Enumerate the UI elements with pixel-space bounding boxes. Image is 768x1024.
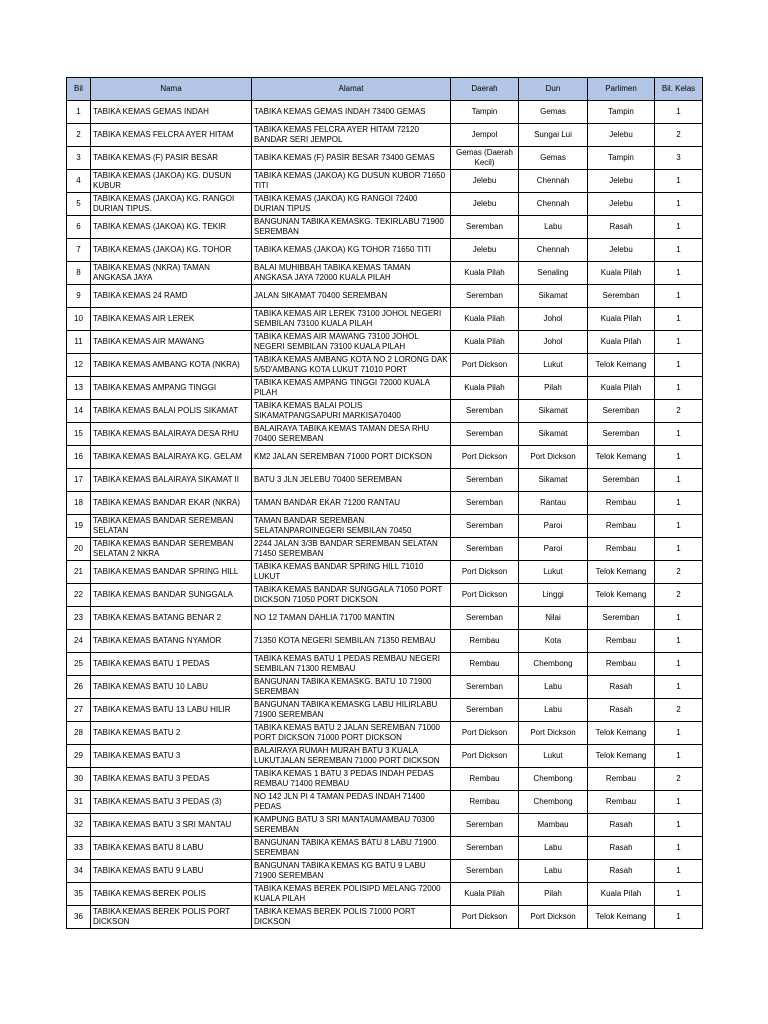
table-row (67, 170, 703, 193)
cell-parlimen: Rembau (588, 653, 655, 676)
cell-daerah: Seremban (451, 699, 519, 722)
cell-alamat: TABIKA KEMAS (JAKOA) KG DUSUN KUBOR 71650 TITI (252, 170, 451, 193)
cell-bil-kelas: 3 (655, 147, 703, 170)
cell-bil: 24 (67, 630, 91, 653)
table-row (67, 906, 703, 929)
cell-dun: Chembong (519, 653, 588, 676)
cell-bil: 1 (67, 101, 91, 124)
cell-bil-kelas: 1 (655, 607, 703, 630)
cell-nama: TABIKA KEMAS (JAKOA) KG. DUSUN KUBUR (91, 170, 252, 193)
cell-daerah: Jelebu (451, 239, 519, 262)
cell-parlimen: Rasah (588, 837, 655, 860)
cell-alamat: TABIKA KEMAS (JAKOA) KG TOHOR 71650 TITI (252, 239, 451, 262)
cell-parlimen: Kuala Pilah (588, 331, 655, 354)
cell-nama: TABIKA KEMAS BATU 3 (91, 745, 252, 768)
cell-dun: Chembong (519, 791, 588, 814)
cell-bil-kelas: 1 (655, 216, 703, 239)
cell-bil-kelas: 1 (655, 722, 703, 745)
cell-dun: Paroi (519, 538, 588, 561)
table-row (67, 469, 703, 492)
cell-parlimen: Telok Kemang (588, 584, 655, 607)
cell-alamat: TABIKA KEMAS BALAI POLIS SIKAMATPANGSAPURI MARKISA70400 (252, 400, 451, 423)
cell-alamat: TAMAN BANDAR SEREMBAN SELATANPAROINEGERI SEMBILAN 70450 (252, 515, 451, 538)
cell-parlimen: Kuala Pilah (588, 308, 655, 331)
cell-bil: 34 (67, 860, 91, 883)
table-row (67, 492, 703, 515)
cell-dun: Gemas (519, 101, 588, 124)
cell-nama: TABIKA KEMAS (NKRA) TAMAN ANGKASA JAYA (91, 262, 252, 285)
cell-nama: TABIKA KEMAS AIR MAWANG (91, 331, 252, 354)
cell-nama: TABIKA KEMAS BATANG BENAR 2 (91, 607, 252, 630)
cell-bil-kelas: 1 (655, 101, 703, 124)
table-row (67, 101, 703, 124)
cell-bil: 36 (67, 906, 91, 929)
cell-nama: TABIKA KEMAS BANDAR SPRING HILL (91, 561, 252, 584)
cell-bil: 22 (67, 584, 91, 607)
cell-daerah: Seremban (451, 216, 519, 239)
cell-parlimen: Rembau (588, 630, 655, 653)
cell-bil-kelas: 1 (655, 906, 703, 929)
cell-bil-kelas: 2 (655, 561, 703, 584)
table-row (67, 584, 703, 607)
header-row (67, 78, 703, 101)
cell-parlimen: Rembau (588, 768, 655, 791)
cell-bil-kelas: 1 (655, 446, 703, 469)
table-row (67, 446, 703, 469)
cell-parlimen: Telok Kemang (588, 561, 655, 584)
cell-alamat: TABIKA KEMAS AIR MAWANG 73100 JOHOL NEGERI SEMBILAN 73100 KUALA PILAH (252, 331, 451, 354)
cell-alamat: TABIKA KEMAS AIR LEREK 73100 JOHOL NEGERI SEMBILAN 73100 KUALA PILAH (252, 308, 451, 331)
table-row (67, 193, 703, 216)
table-row (67, 653, 703, 676)
cell-daerah: Seremban (451, 285, 519, 308)
cell-parlimen: Telok Kemang (588, 354, 655, 377)
cell-parlimen: Rembau (588, 492, 655, 515)
cell-nama: TABIKA KEMAS BATU 2 (91, 722, 252, 745)
cell-nama: TABIKA KEMAS BALAIRAYA KG. GELAM (91, 446, 252, 469)
header-dun: Dun (519, 78, 588, 101)
cell-bil: 14 (67, 400, 91, 423)
cell-bil: 7 (67, 239, 91, 262)
cell-daerah: Seremban (451, 837, 519, 860)
table-row (67, 538, 703, 561)
cell-bil: 18 (67, 492, 91, 515)
cell-parlimen: Seremban (588, 285, 655, 308)
cell-bil: 2 (67, 124, 91, 147)
cell-bil: 8 (67, 262, 91, 285)
cell-dun: Labu (519, 676, 588, 699)
cell-bil-kelas: 1 (655, 239, 703, 262)
table-row (67, 423, 703, 446)
cell-dun: Chennah (519, 170, 588, 193)
cell-bil: 9 (67, 285, 91, 308)
cell-bil-kelas: 1 (655, 653, 703, 676)
cell-bil: 35 (67, 883, 91, 906)
cell-alamat: TABIKA KEMAS (JAKOA) KG RANGOI 72400 DURIAN TIPUS (252, 193, 451, 216)
cell-bil-kelas: 1 (655, 814, 703, 837)
cell-dun: Kota (519, 630, 588, 653)
cell-dun: Senaling (519, 262, 588, 285)
cell-nama: TABIKA KEMAS BATU 9 LABU (91, 860, 252, 883)
table-row (67, 331, 703, 354)
cell-parlimen: Rasah (588, 676, 655, 699)
table-row (67, 630, 703, 653)
table-row (67, 147, 703, 170)
table-row (67, 262, 703, 285)
header-bil-kelas: Bil. Kelas (655, 78, 703, 101)
cell-bil: 26 (67, 676, 91, 699)
cell-daerah: Seremban (451, 860, 519, 883)
cell-daerah: Port Dickson (451, 446, 519, 469)
cell-nama: TABIKA KEMAS BALAI POLIS SIKAMAT (91, 400, 252, 423)
cell-nama: TABIKA KEMAS (JAKOA) KG. TEKIR (91, 216, 252, 239)
cell-bil: 23 (67, 607, 91, 630)
cell-bil: 12 (67, 354, 91, 377)
table-row (67, 791, 703, 814)
cell-alamat: 71350 KOTA NEGERI SEMBILAN 71350 REMBAU (252, 630, 451, 653)
table-row (67, 607, 703, 630)
cell-dun: Paroi (519, 515, 588, 538)
cell-bil-kelas: 1 (655, 837, 703, 860)
cell-bil-kelas: 1 (655, 193, 703, 216)
cell-bil-kelas: 1 (655, 676, 703, 699)
cell-parlimen: Kuala Pilah (588, 883, 655, 906)
cell-nama: TABIKA KEMAS AMBANG KOTA (NKRA) (91, 354, 252, 377)
cell-bil-kelas: 2 (655, 768, 703, 791)
cell-daerah: Port Dickson (451, 906, 519, 929)
cell-parlimen: Rasah (588, 860, 655, 883)
cell-nama: TABIKA KEMAS 24 RAMD (91, 285, 252, 308)
cell-alamat: NO 12 TAMAN DAHLIA 71700 MANTIN (252, 607, 451, 630)
table-row (67, 285, 703, 308)
cell-bil-kelas: 2 (655, 124, 703, 147)
cell-parlimen: Tampin (588, 101, 655, 124)
cell-bil-kelas: 2 (655, 584, 703, 607)
cell-daerah: Kuala Pilah (451, 377, 519, 400)
cell-bil: 19 (67, 515, 91, 538)
cell-bil: 20 (67, 538, 91, 561)
cell-alamat: BANGUNAN TABIKA KEMAS KG BATU 9 LABU 71900 SEREMBAN (252, 860, 451, 883)
cell-nama: TABIKA KEMAS BATANG NYAMOR (91, 630, 252, 653)
cell-bil-kelas: 1 (655, 354, 703, 377)
cell-parlimen: Telok Kemang (588, 722, 655, 745)
cell-nama: TABIKA KEMAS BATU 3 SRI MANTAU (91, 814, 252, 837)
cell-dun: Port Dickson (519, 446, 588, 469)
cell-parlimen: Kuala Pilah (588, 262, 655, 285)
cell-parlimen: Seremban (588, 469, 655, 492)
cell-nama: TABIKA KEMAS BATU 10 LABU (91, 676, 252, 699)
cell-daerah: Rembau (451, 768, 519, 791)
cell-dun: Chembong (519, 768, 588, 791)
cell-bil: 30 (67, 768, 91, 791)
cell-alamat: TABIKA KEMAS BEREK POLISIPD MELANG 72000 KUALA PILAH (252, 883, 451, 906)
cell-alamat: TABIKA KEMAS AMPANG TINGGI 72000 KUALA PILAH (252, 377, 451, 400)
cell-dun: Rantau (519, 492, 588, 515)
cell-daerah: Seremban (451, 814, 519, 837)
cell-bil: 21 (67, 561, 91, 584)
cell-daerah: Tampin (451, 101, 519, 124)
cell-parlimen: Jelebu (588, 124, 655, 147)
cell-daerah: Jelebu (451, 193, 519, 216)
cell-bil-kelas: 1 (655, 883, 703, 906)
cell-alamat: TABIKA KEMAS BATU 2 JALAN SEREMBAN 71000 PORT DICKSON 71000 PORT DICKSON (252, 722, 451, 745)
cell-dun: Chennah (519, 193, 588, 216)
cell-bil-kelas: 2 (655, 699, 703, 722)
cell-dun: Sikamat (519, 285, 588, 308)
cell-bil: 15 (67, 423, 91, 446)
cell-alamat: BANGUNAN TABIKA KEMASKG. BATU 10 71900 SEREMBAN (252, 676, 451, 699)
cell-bil: 31 (67, 791, 91, 814)
cell-dun: Sikamat (519, 423, 588, 446)
table-row (67, 722, 703, 745)
cell-daerah: Port Dickson (451, 561, 519, 584)
cell-bil: 5 (67, 193, 91, 216)
cell-alamat: BANGUNAN TABIKA KEMASKG LABU HILIRLABU 71900 SEREMBAN (252, 699, 451, 722)
cell-bil: 32 (67, 814, 91, 837)
cell-bil-kelas: 1 (655, 423, 703, 446)
cell-nama: TABIKA KEMAS BANDAR SUNGGALA (91, 584, 252, 607)
cell-parlimen: Rembau (588, 791, 655, 814)
cell-daerah: Rembau (451, 630, 519, 653)
cell-bil-kelas: 1 (655, 630, 703, 653)
header-nama: Nama (91, 78, 252, 101)
cell-bil-kelas: 1 (655, 377, 703, 400)
cell-dun: Labu (519, 216, 588, 239)
cell-parlimen: Tampin (588, 147, 655, 170)
cell-parlimen: Telok Kemang (588, 446, 655, 469)
cell-nama: TABIKA KEMAS BEREK POLIS (91, 883, 252, 906)
cell-nama: TABIKA KEMAS AIR LEREK (91, 308, 252, 331)
cell-alamat: TABIKA KEMAS BANDAR SPRING HILL 71010 LUKUT (252, 561, 451, 584)
table-row (67, 745, 703, 768)
cell-alamat: TABIKA KEMAS (F) PASIR BESAR 73400 GEMAS (252, 147, 451, 170)
cell-daerah: Kuala Pilah (451, 308, 519, 331)
cell-bil-kelas: 1 (655, 860, 703, 883)
cell-bil-kelas: 1 (655, 745, 703, 768)
table-row (67, 561, 703, 584)
cell-bil-kelas: 1 (655, 262, 703, 285)
cell-daerah: Seremban (451, 400, 519, 423)
cell-dun: Lukut (519, 745, 588, 768)
cell-bil: 33 (67, 837, 91, 860)
cell-alamat: KAMPUNG BATU 3 SRI MANTAUMAMBAU 70300 SEREMBAN (252, 814, 451, 837)
cell-bil-kelas: 1 (655, 170, 703, 193)
cell-nama: TABIKA KEMAS (JAKOA) KG. RANGOI DURIAN TIPUS. (91, 193, 252, 216)
cell-dun: Johol (519, 308, 588, 331)
cell-daerah: Seremban (451, 492, 519, 515)
cell-bil: 28 (67, 722, 91, 745)
table-row (67, 883, 703, 906)
cell-daerah: Seremban (451, 607, 519, 630)
cell-alamat: BANGUNAN TABIKA KEMAS BATU 8 LABU 71900 SEREMBAN (252, 837, 451, 860)
cell-daerah: Rembau (451, 791, 519, 814)
cell-parlimen: Telok Kemang (588, 906, 655, 929)
cell-alamat: TABIKA KEMAS FELCRA AYER HITAM 72120 BANDAR SERI JEMPOL (252, 124, 451, 147)
cell-nama: TABIKA KEMAS BATU 1 PEDAS (91, 653, 252, 676)
cell-alamat: 2244 JALAN 3/3B BANDAR SEREMBAN SELATAN 71450 SEREMBAN (252, 538, 451, 561)
cell-dun: Port Dickson (519, 722, 588, 745)
cell-alamat: TABIKA KEMAS BANDAR SUNGGALA 71050 PORT DICKSON 71050 PORT DICKSON (252, 584, 451, 607)
cell-bil-kelas: 2 (655, 400, 703, 423)
cell-parlimen: Jelebu (588, 239, 655, 262)
cell-bil-kelas: 1 (655, 791, 703, 814)
cell-nama: TABIKA KEMAS FELCRA AYER HITAM (91, 124, 252, 147)
cell-dun: Labu (519, 699, 588, 722)
cell-dun: Pilah (519, 377, 588, 400)
cell-bil: 16 (67, 446, 91, 469)
cell-dun: Pilah (519, 883, 588, 906)
cell-bil-kelas: 1 (655, 285, 703, 308)
table-row (67, 239, 703, 262)
cell-alamat: BATU 3 JLN JELEBU 70400 SEREMBAN (252, 469, 451, 492)
cell-parlimen: Telok Kemang (588, 745, 655, 768)
table-row (67, 676, 703, 699)
cell-bil: 3 (67, 147, 91, 170)
cell-bil: 11 (67, 331, 91, 354)
table-row (67, 860, 703, 883)
table-row (67, 124, 703, 147)
cell-bil: 6 (67, 216, 91, 239)
cell-parlimen: Seremban (588, 400, 655, 423)
cell-dun: Chennah (519, 239, 588, 262)
cell-bil-kelas: 1 (655, 538, 703, 561)
cell-parlimen: Jelebu (588, 193, 655, 216)
cell-alamat: JALAN SIKAMAT 70400 SEREMBAN (252, 285, 451, 308)
cell-nama: TABIKA KEMAS BATU 3 PEDAS (91, 768, 252, 791)
cell-bil-kelas: 1 (655, 331, 703, 354)
cell-daerah: Port Dickson (451, 584, 519, 607)
cell-alamat: KM2 JALAN SEREMBAN 71000 PORT DICKSON (252, 446, 451, 469)
cell-nama: TABIKA KEMAS BANDAR SEREMBAN SELATAN (91, 515, 252, 538)
cell-bil: 13 (67, 377, 91, 400)
cell-daerah: Port Dickson (451, 745, 519, 768)
cell-nama: TABIKA KEMAS (JAKOA) KG. TOHOR (91, 239, 252, 262)
table-row (67, 814, 703, 837)
cell-dun: Lukut (519, 354, 588, 377)
cell-daerah: Kuala Pilah (451, 883, 519, 906)
cell-parlimen: Rasah (588, 814, 655, 837)
cell-bil: 10 (67, 308, 91, 331)
cell-nama: TABIKA KEMAS GEMAS INDAH (91, 101, 252, 124)
cell-dun: Sungai Lui (519, 124, 588, 147)
cell-alamat: NO 142 JLN PI 4 TAMAN PEDAS INDAH 71400 PEDAS (252, 791, 451, 814)
cell-dun: Mambau (519, 814, 588, 837)
cell-bil: 4 (67, 170, 91, 193)
header-parlimen: Parlimen (588, 78, 655, 101)
cell-dun: Linggi (519, 584, 588, 607)
cell-parlimen: Seremban (588, 607, 655, 630)
cell-parlimen: Seremban (588, 423, 655, 446)
cell-alamat: TAMAN BANDAR EKAR 71200 RANTAU (252, 492, 451, 515)
cell-dun: Port Dickson (519, 906, 588, 929)
table-body (67, 101, 703, 929)
cell-parlimen: Rembau (588, 538, 655, 561)
cell-daerah: Port Dickson (451, 354, 519, 377)
table-row (67, 515, 703, 538)
cell-nama: TABIKA KEMAS BEREK POLIS PORT DICKSON (91, 906, 252, 929)
cell-dun: Labu (519, 837, 588, 860)
cell-alamat: TABIKA KEMAS AMBANG KOTA NO 2 LORONG DAK 5/5D'AMBANG KOTA LUKUT 71010 PORT (252, 354, 451, 377)
header-bil: Bil (67, 78, 91, 101)
cell-bil: 17 (67, 469, 91, 492)
cell-bil-kelas: 1 (655, 469, 703, 492)
cell-bil: 27 (67, 699, 91, 722)
cell-alamat: TABIKA KEMAS 1 BATU 3 PEDAS INDAH PEDAS REMBAU 71400 REMBAU (252, 768, 451, 791)
table-row (67, 837, 703, 860)
cell-parlimen: Kuala Pilah (588, 377, 655, 400)
cell-parlimen: Rembau (588, 515, 655, 538)
cell-nama: TABIKA KEMAS (F) PASIR BESAR (91, 147, 252, 170)
cell-dun: Johol (519, 331, 588, 354)
cell-alamat: TABIKA KEMAS BATU 1 PEDAS REMBAU NEGERI SEMBILAN 71300 REMBAU (252, 653, 451, 676)
cell-nama: TABIKA KEMAS BATU 13 LABU HILIR (91, 699, 252, 722)
cell-nama: TABIKA KEMAS BALAIRAYA DESA RHU (91, 423, 252, 446)
cell-dun: Lukut (519, 561, 588, 584)
cell-daerah: Jelebu (451, 170, 519, 193)
cell-nama: TABIKA KEMAS BANDAR SEREMBAN SELATAN 2 NKRA (91, 538, 252, 561)
cell-daerah: Seremban (451, 676, 519, 699)
cell-bil: 29 (67, 745, 91, 768)
cell-dun: Sikamat (519, 469, 588, 492)
table-row (67, 308, 703, 331)
cell-bil-kelas: 1 (655, 308, 703, 331)
cell-daerah: Kuala Pilah (451, 262, 519, 285)
cell-alamat: TABIKA KEMAS BEREK POLIS 71000 PORT DICKSON (252, 906, 451, 929)
table-row (67, 354, 703, 377)
cell-nama: TABIKA KEMAS BATU 3 PEDAS (3) (91, 791, 252, 814)
cell-daerah: Gemas (Daerah Kecil) (451, 147, 519, 170)
cell-nama: TABIKA KEMAS BALAIRAYA SIKAMAT II (91, 469, 252, 492)
cell-alamat: BALAI MUHIBBAH TABIKA KEMAS TAMAN ANGKASA JAYA 72000 KUALA PILAH (252, 262, 451, 285)
cell-daerah: Port Dickson (451, 722, 519, 745)
table-row (67, 400, 703, 423)
cell-nama: TABIKA KEMAS AMPANG TINGGI (91, 377, 252, 400)
cell-parlimen: Jelebu (588, 170, 655, 193)
cell-alamat: BANGUNAN TABIKA KEMASKG. TEKIRLABU 71900 SEREMBAN (252, 216, 451, 239)
cell-dun: Sikamat (519, 400, 588, 423)
table-row (67, 699, 703, 722)
table-row (67, 768, 703, 791)
header-daerah: Daerah (451, 78, 519, 101)
cell-dun: Gemas (519, 147, 588, 170)
cell-bil-kelas: 1 (655, 492, 703, 515)
cell-daerah: Jempol (451, 124, 519, 147)
cell-alamat: BALAIRAYA RUMAH MURAH BATU 3 KUALA LUKUTJALAN SEREMBAN 71000 PORT DICKSON (252, 745, 451, 768)
cell-nama: TABIKA KEMAS BATU 8 LABU (91, 837, 252, 860)
cell-bil-kelas: 1 (655, 515, 703, 538)
cell-daerah: Seremban (451, 515, 519, 538)
cell-daerah: Seremban (451, 423, 519, 446)
cell-dun: Nilai (519, 607, 588, 630)
cell-daerah: Seremban (451, 469, 519, 492)
cell-dun: Labu (519, 860, 588, 883)
cell-daerah: Seremban (451, 538, 519, 561)
table-row (67, 216, 703, 239)
table-row (67, 377, 703, 400)
header-alamat: Alamat (252, 78, 451, 101)
cell-daerah: Rembau (451, 653, 519, 676)
cell-nama: TABIKA KEMAS BANDAR EKAR (NKRA) (91, 492, 252, 515)
cell-parlimen: Rasah (588, 216, 655, 239)
cell-daerah: Kuala Pilah (451, 331, 519, 354)
cell-alamat: TABIKA KEMAS GEMAS INDAH 73400 GEMAS (252, 101, 451, 124)
cell-alamat: BALAIRAYA TABIKA KEMAS TAMAN DESA RHU 70400 SEREMBAN (252, 423, 451, 446)
cell-bil: 25 (67, 653, 91, 676)
tabika-kemas-table (66, 77, 703, 929)
cell-parlimen: Rasah (588, 699, 655, 722)
